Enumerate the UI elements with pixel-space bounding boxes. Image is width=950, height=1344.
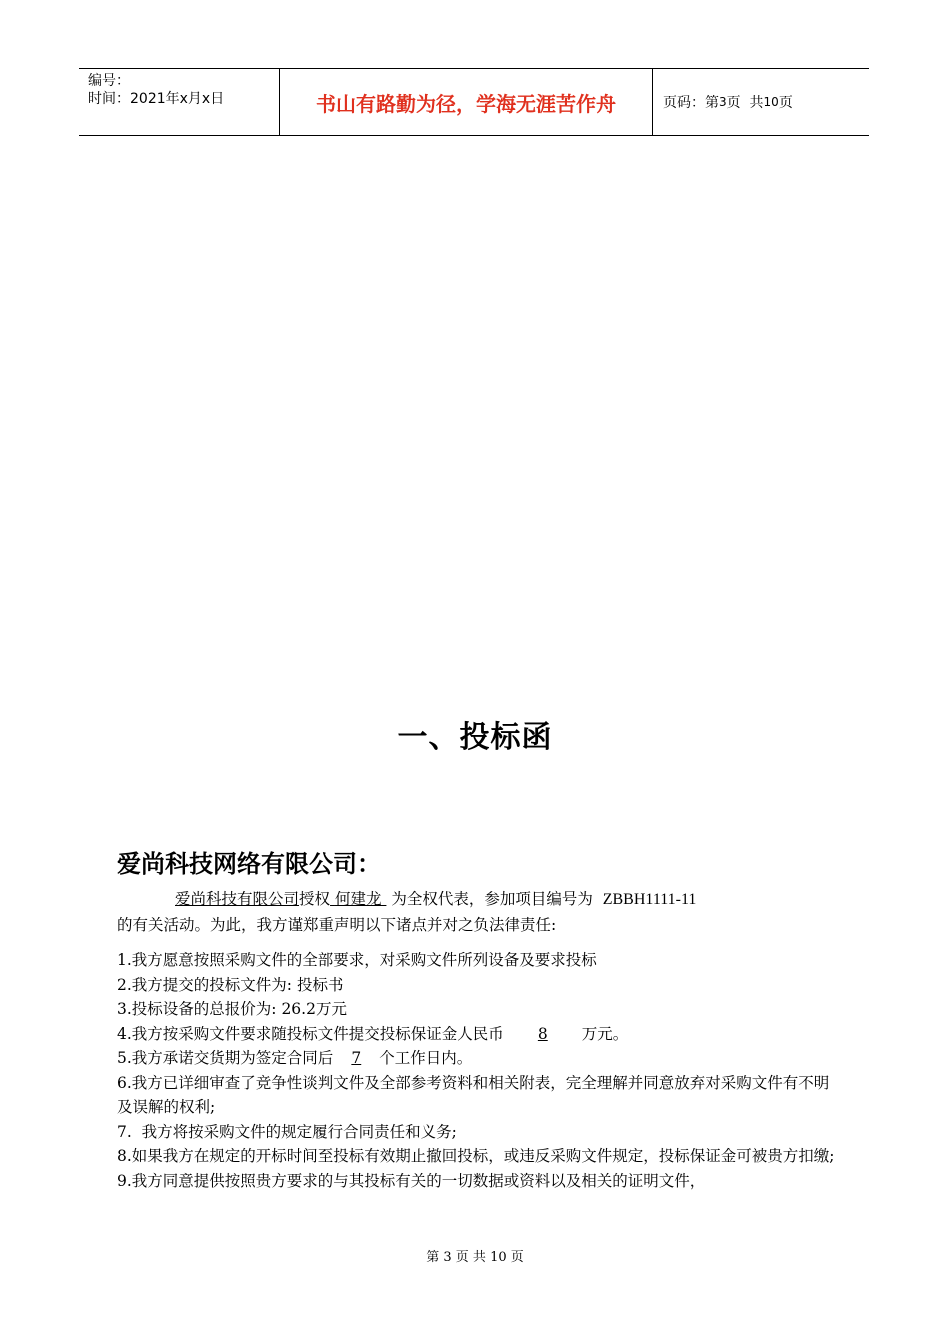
item-1: 1.我方愿意按照采购文件的全部要求，对采购文件所列设备及要求投标 [117,951,597,969]
page-text-post: 页 [778,95,793,111]
time-line [88,90,279,108]
representative-name: 何建龙 [334,890,382,908]
letter-body [117,887,837,1193]
item-8: 8.如果我方在规定的开标时间至投标有效期止撤回投标，或违反采购文件规定，投标保证金可被贵方扣缴; [117,1147,835,1165]
footer-page: 3 [443,1250,452,1265]
addressee: 爱尚科技网络有限公司： [117,850,381,878]
item-4: 4.我方按采购文件要求随投标文件提交投标保证金人民币 8 万元。 [117,1022,837,1047]
delivery-days: 7 [351,1049,362,1067]
page-label: 页码： [663,95,705,111]
page-footer: 第 3 页 共 10 页 [426,1250,524,1265]
header-meta [79,69,280,135]
header-page-info [653,69,869,135]
time-value: 2021年x月x日 [130,91,225,107]
authorize-text: 授权 [299,890,331,908]
item-5: 5.我方承诺交货期为签定合同后 7 个工作日内。 [117,1046,837,1071]
item-2: 2.我方提交的投标文件为: 投标书 [117,975,344,994]
header-motto: 书山有路勤为径，学海无涯苦作舟 [280,69,653,135]
company-name: 爱尚科技有限公司 [175,890,300,908]
item-3: 3.投标设备的总报价为: 26.2万元 [117,1000,347,1018]
number-label: 编号： [88,73,130,89]
deposit-amount: 8 [537,1024,548,1043]
page-current: 3 [719,95,727,109]
page-text-mid: 页 共 [726,95,764,111]
item-9: 9.我方同意提供按照贵方要求的与其投标有关的一切数据或资料以及相关的证明文件， [117,1171,706,1190]
document-title: 一、投标函 [397,720,553,755]
intro-line2: 的有关活动。为此，我方谨郑重声明以下诸点并对之负法律责任: [117,915,557,934]
item-6: 6.我方已详细审查了竞争性谈判文件及全部参考资料和相关附表，完全理解并同意放弃对采购文件有不明及误解的权利; [117,1073,830,1116]
time-label: 时间： [88,91,130,107]
footer-total: 10 [490,1250,507,1265]
item-7: 7. 我方将按采购文件的规定履行合同责任和义务; [117,1122,457,1141]
intro-rest: 为全权代表，参加项目编号为 [391,890,593,908]
project-number: ZBBH1111-11 [602,891,697,908]
page-total: 10 [763,95,779,109]
intro-paragraph [117,887,837,937]
page-header [79,68,869,136]
page-text-pre: 第 [705,95,719,111]
